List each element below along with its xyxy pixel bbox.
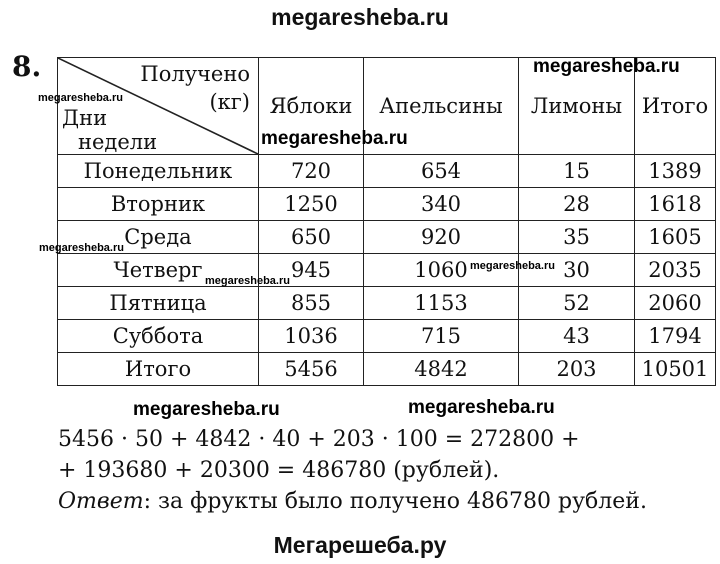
cell-apples: 650 [259, 221, 364, 254]
corner-unit-label: (кг) [209, 90, 250, 114]
cell-lemons: 28 [519, 188, 635, 221]
column-header-apples: Яблоки [259, 58, 364, 155]
site-watermark: megaresheba.ru [261, 128, 408, 149]
cell-total: 1605 [635, 221, 716, 254]
column-header-lemons: Лимоны [519, 58, 635, 155]
cell-total: 1794 [635, 320, 716, 353]
solution-line-1: 5456 · 50 + 4842 · 40 + 203 · 100 = 272800 + [58, 427, 580, 452]
table-row [58, 320, 716, 353]
problem-number: 8. [12, 50, 42, 83]
cell-lemons: 35 [519, 221, 635, 254]
site-watermark: megaresheba.ru [533, 56, 680, 77]
row-day-label: Вторник [58, 188, 259, 221]
cell-oranges: 1060 [364, 254, 519, 287]
site-watermark: megaresheba.ru [205, 275, 290, 287]
cell-lemons: 15 [519, 155, 635, 188]
solution-line-2: + 193680 + 20300 = 486780 (рублей). [58, 458, 500, 483]
row-day-label: Итого [58, 353, 259, 386]
table-row [58, 155, 716, 188]
site-watermark: megaresheba.ru [39, 242, 124, 254]
cell-oranges: 1153 [364, 287, 519, 320]
row-day-label: Пятница [58, 287, 259, 320]
site-watermark: megaresheba.ru [470, 260, 555, 272]
site-watermark: megaresheba.ru [133, 399, 280, 420]
column-header-total: Итого [635, 58, 716, 155]
answer-text: : за фрукты было получено 486780 рублей. [143, 489, 647, 514]
cell-apples: 1250 [259, 188, 364, 221]
cell-lemons: 43 [519, 320, 635, 353]
cell-apples: 1036 [259, 320, 364, 353]
table-row [58, 221, 716, 254]
site-watermark: megaresheba.ru [38, 92, 123, 104]
cell-apples: 855 [259, 287, 364, 320]
cell-total: 2060 [635, 287, 716, 320]
column-header-oranges: Апельсины [364, 58, 519, 155]
table-row [58, 287, 716, 320]
cell-oranges: 654 [364, 155, 519, 188]
cell-total: 2035 [635, 254, 716, 287]
corner-week-label: недели [78, 130, 158, 154]
site-watermark-top: megaresheba.ru [271, 4, 449, 30]
answer-label: Ответ [58, 489, 144, 514]
cell-oranges: 715 [364, 320, 519, 353]
cell-oranges: 4842 [364, 353, 519, 386]
cell-lemons: 30 [519, 254, 635, 287]
table-row [58, 188, 716, 221]
cell-lemons: 52 [519, 287, 635, 320]
cell-total: 10501 [635, 353, 716, 386]
corner-cell [58, 58, 259, 155]
row-day-label: Суббота [58, 320, 259, 353]
site-watermark: megaresheba.ru [408, 397, 555, 418]
corner-days-label: Дни [62, 106, 108, 130]
cell-apples: 945 [259, 254, 364, 287]
cell-oranges: 340 [364, 188, 519, 221]
row-day-label: Четверг [58, 254, 259, 287]
fruit-table [57, 57, 716, 386]
corner-received-label: Получено [140, 62, 250, 86]
row-day-label: Среда [58, 221, 259, 254]
table-row [58, 254, 716, 287]
site-watermark-bottom: Мегарешеба.ру [273, 532, 447, 558]
solution-text [58, 424, 718, 517]
row-day-label: Понедельник [58, 155, 259, 188]
table-row-total [58, 353, 716, 386]
cell-total: 1618 [635, 188, 716, 221]
cell-lemons: 203 [519, 353, 635, 386]
cell-apples: 5456 [259, 353, 364, 386]
cell-total: 1389 [635, 155, 716, 188]
cell-apples: 720 [259, 155, 364, 188]
answer-line [58, 486, 718, 517]
cell-oranges: 920 [364, 221, 519, 254]
